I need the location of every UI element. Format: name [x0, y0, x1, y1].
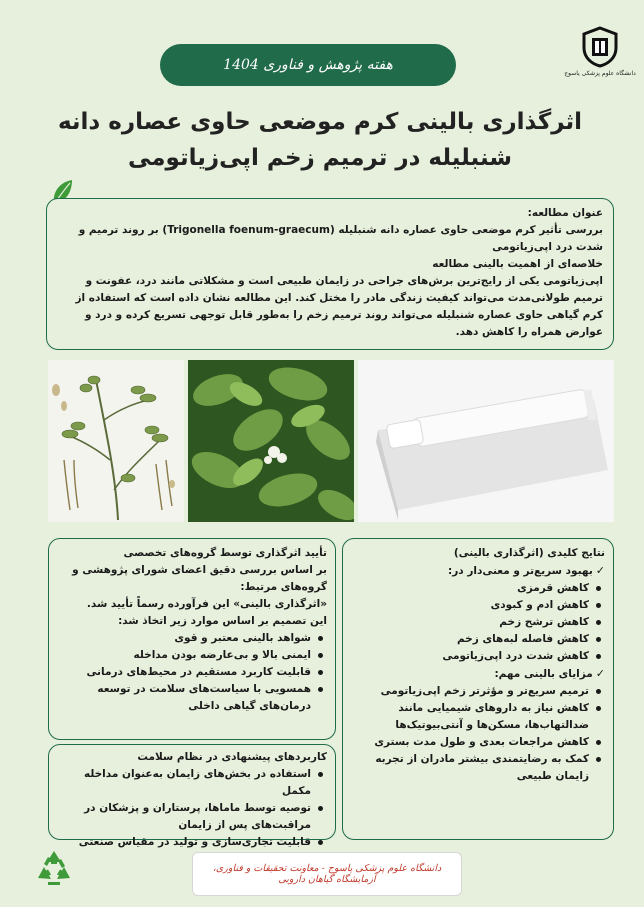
approval-box: [48, 538, 336, 740]
fenugreek-plant-photo: [188, 360, 354, 522]
list-item: شواهد بالینی معتبر و قوی: [57, 630, 327, 647]
list-item: کاهش ترشح زخم: [351, 614, 605, 631]
group2-label: مزایای بالینی مهم:: [494, 668, 593, 680]
approval-confirmed: «اثرگذاری بالینی» این فرآورده رسماً تأیید شد.: [86, 598, 327, 610]
results-list-1: [351, 580, 605, 665]
approval-basis: این تصمیم بر اساس موارد زیر اتخاذ شد:: [118, 615, 327, 627]
list-item: ایمنی بالا و بی‌عارضه بودن مداخله: [57, 647, 327, 664]
approval-intro: بر اساس بررسی دقیق اعضای شورای پژوهشی و گروه‌های مرتبط:: [72, 564, 327, 593]
results-list-2: [351, 683, 605, 785]
checkmark-icon: ✓: [595, 667, 605, 680]
event-label: هفته پژوهش و فناوری 1404: [223, 57, 393, 73]
results-group-2: [351, 665, 605, 683]
list-item: کاهش قرمزی: [351, 580, 605, 597]
list-item: ترمیم سریع‌تر و مؤثرتر زخم اپی‌زیاتومی: [351, 683, 605, 700]
approval-list: [57, 630, 327, 715]
university-logo: [564, 26, 636, 82]
poster-title: [40, 104, 600, 176]
list-item: استفاده در بخش‌های زایمان به‌عنوان مداخله مکمل: [57, 766, 327, 800]
event-banner: [160, 44, 456, 86]
footer-banner: [192, 852, 462, 896]
cream-tube-image: [358, 360, 614, 522]
list-item: کاهش شدت درد اپی‌زیاتومی: [351, 648, 605, 665]
summary-text: اپی‌زیاتومی یکی از رایج‌ترین برش‌های جراحی در زایمان طبیعی است و مشکلاتی مانند درد، عفونت و ترمیم طولانی‌مدت می‌تواند کیفیت زندگی مادر را مختل کند. این مطالعه نشان داده است که استفاده از کرم گیاهی حاوی عصاره شنبلیله می‌تواند روند ترمیم زخم را به‌طور قابل توجهی تسریع کرده و درد و عوارض همراه را کاهش دهد.: [75, 275, 603, 338]
summary-label: خلاصه‌ای از اهمیت بالینی مطالعه: [432, 258, 603, 270]
list-item: کاهش ادم و کبودی: [351, 597, 605, 614]
applications-list: [57, 766, 327, 851]
study-title-label: عنوان مطالعه:: [527, 207, 603, 219]
logo-caption: دانشگاه علوم پزشکی یاسوج: [564, 70, 636, 77]
list-item: کاهش فاصله لبه‌های زخم: [351, 631, 605, 648]
applications-box: [48, 744, 336, 848]
list-item: قابلیت تجاری‌سازی و تولید در مقیاس صنعتی: [57, 834, 327, 851]
results-heading: نتایج کلیدی (اثرگذاری بالینی): [453, 547, 605, 559]
fenugreek-sketch-image: [48, 360, 184, 522]
results-group-1: [351, 562, 605, 580]
list-item: کمک به رضایتمندی بیشتر مادران از تجربه زایمان طبیعی: [351, 751, 605, 785]
checkmark-icon: ✓: [595, 564, 605, 577]
approval-heading: تأیید اثرگذاری توسط گروه‌های تخصصی: [123, 547, 327, 559]
recycle-icon: [34, 848, 74, 888]
applications-heading: کاربردهای پیشنهادی در نظام سلامت: [137, 751, 327, 763]
list-item: کاهش مراجعات بعدی و طول مدت بستری: [351, 734, 605, 751]
footer-text: دانشگاه علوم پزشکی یاسوج - معاونت تحقیقات و فناوری، آزمایشگاه گیاهان دارویی: [212, 863, 442, 885]
title-line-1: اثرگذاری بالینی کرم موضعی حاوی عصاره دانه: [57, 109, 583, 135]
list-item: قابلیت کاربرد مستقیم در محیط‌های درمانی: [57, 664, 327, 681]
image-strip: [48, 360, 614, 522]
abstract-box: [46, 198, 614, 350]
group1-label: بهبود سریع‌تر و معنی‌دار در:: [448, 565, 593, 577]
shield-icon: [580, 26, 620, 68]
results-box: [342, 538, 614, 840]
study-title: بررسی تأثیر کرم موضعی حاوی عصاره دانه شنبلیله (Trigonella foenum-graecum) بر روند ترمیم و شدت درد اپی‌زیاتومی: [78, 224, 603, 253]
list-item: همسویی با سیاست‌های سلامت در توسعه درمان‌های گیاهی داخلی: [57, 681, 327, 715]
list-item: توصیه توسط ماماها، پرستاران و پزشکان در مراقبت‌های پس از زایمان: [57, 800, 327, 834]
list-item: کاهش نیاز به داروهای شیمیایی مانند ضدالتهاب‌ها، مسکن‌ها و آنتی‌بیوتیک‌ها: [351, 700, 605, 734]
title-line-2: شنبلیله در ترمیم زخم اپی‌زیاتومی: [128, 145, 512, 171]
